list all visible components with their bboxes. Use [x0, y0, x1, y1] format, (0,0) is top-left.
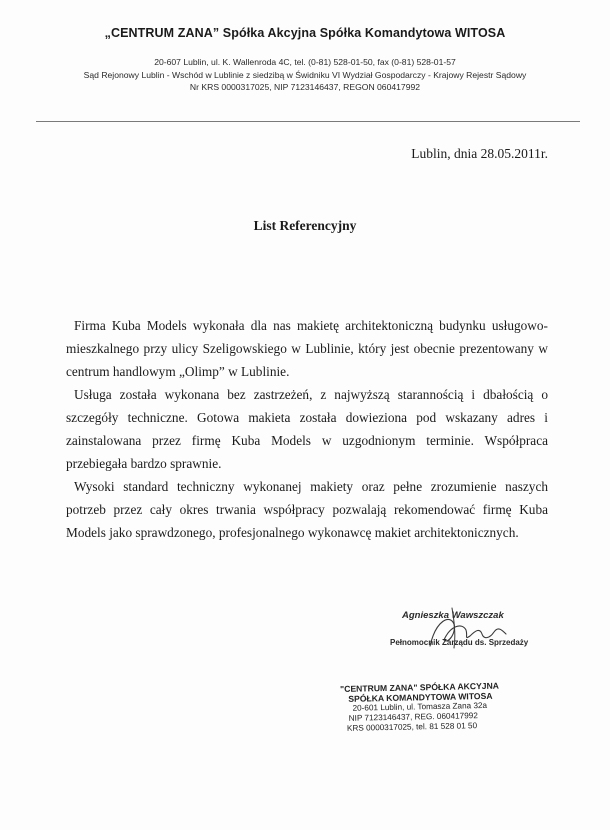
letter-date: Lublin, dnia 28.05.2011r. [411, 146, 548, 161]
body-paragraph: Wysoki standard techniczny wykonanej makiety oraz pełne zrozumienie naszych potrzeb przez cały okres trwania współpracy pozwalają rekomendować firmę Kuba Models jako sprawdzonego, profesjonalnego wykonawcę makiet architektonicznych. [66, 479, 548, 540]
header-divider [36, 121, 580, 122]
stamp-line: KRS 0000317025, tel. 81 528 01 50 [346, 721, 478, 733]
body-paragraph: Firma Kuba Models wykonała dla nas makietę architektoniczną budynku usługowo-mieszkalnego przy ulicy Szeligowskiego w Lublinie, który jest obecnie prezentowany w centrum handlowym „Olimp” w Lublinie. [66, 318, 548, 379]
letterhead-company-name: „CENTRUM ZANA” Spółka Akcyjna Spółka Komandytowa WITOSA [104, 26, 506, 40]
letterhead-court: Sąd Rejonowy Lublin - Wschód w Lublinie z siedzibą w Świdniku VI Wydział Gospodarczy - Krajowy Rejestr Sądowy [83, 70, 527, 80]
body-paragraph: Usługa została wykonana bez zastrzeżeń, z najwyższą starannością i dbałością o szczegóły techniczne. Gotowa makieta została dowieziona pod wskazany adres i zainstalowana przez firmę Kuba Models w uzgodnionym terminie. Współpraca przebiegała bardzo sprawnie. [66, 387, 548, 471]
signature-block [380, 600, 540, 662]
stamp-line: SPÓŁKA KOMANDYTOWA WITOSA [348, 690, 493, 704]
signatory-name: Agnieszka Wawszczak [402, 610, 504, 621]
document-title: List Referencyjny [253, 218, 357, 233]
letter-body [66, 314, 548, 544]
letterhead-registry: Nr KRS 0000317025, NIP 7123146437, REGON 060417992 [189, 82, 421, 92]
signatory-role: Pełnomocnik Zarządu ds. Sprzedaży [390, 638, 529, 647]
letterhead-address: 20-607 Lublin, ul. K. Wallenroda 4C, tel. (0-81) 528-01-50, fax (0-81) 528-01-57 [154, 57, 456, 67]
stamp-line: NIP 7123146437, REG. 060417992 [348, 711, 478, 723]
stamp-line: 20-601 Lublin, ul. Tomasza Zana 32a [352, 700, 488, 713]
stamp-line: "CENTRUM ZANA" SPÓŁKA AKCYJNA [340, 680, 500, 694]
company-stamp [340, 680, 541, 734]
handwritten-signature [410, 600, 530, 656]
